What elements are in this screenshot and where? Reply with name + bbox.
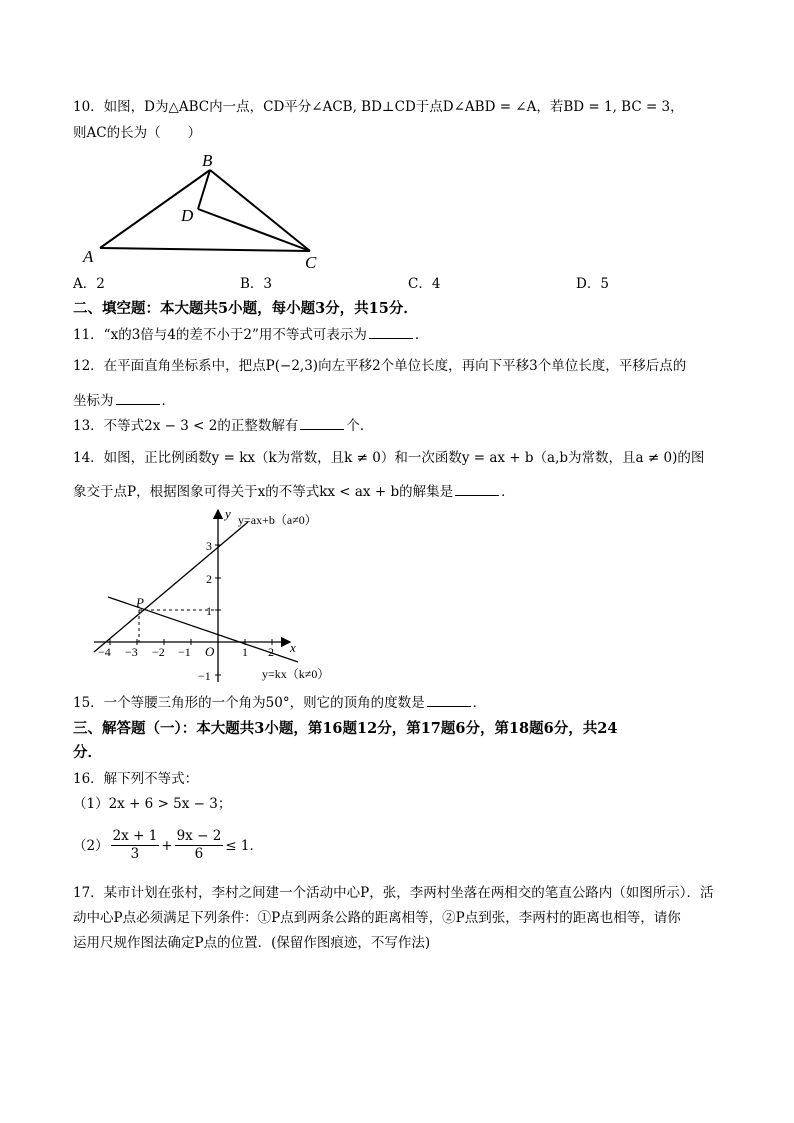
fraction-2-numerator: 9x − 2 [176,828,222,844]
y-tick-3: 3 [206,539,212,553]
segment-bd [198,170,210,209]
y-tick-neg1: −1 [198,669,211,683]
fraction-1-denominator: 3 [130,846,140,862]
side-bc [210,170,310,251]
q12-line1: 12．在平面直角坐标系中，把点P(−2,3)向左平移2个单位长度，再向下平移3个单位长度，平移后点的 [73,358,687,374]
x-axis-label: x [290,640,296,655]
q14-answer-blank[interactable] [455,483,499,496]
q15-line [73,694,486,712]
fraction-2 [175,828,224,863]
linear-functions-graph [88,504,358,688]
q12-text: 坐标为 [73,393,114,409]
q14-tail: ． [501,484,515,500]
q12-answer-blank[interactable] [116,392,160,405]
q11-text: 11．“x的3倍与4的差不小于2”用不等式可表示为 [73,327,367,343]
line-ax-plus-b [94,522,248,652]
q10-option-a[interactable]: A．2 [73,276,105,292]
y-axis-label: y [225,506,231,521]
vertex-label-a: A [83,247,94,266]
q17-line1: 17．某市计划在张村，李村之间建一个活动中心P，张，李两村坐落在两相交的笔直公路内（如图所示）．活 [73,885,714,901]
x-tick-neg2: −2 [152,645,165,659]
q14-line1: 14．如图，正比例函数y = kx（k为常数，且k ≠ 0）和一次函数y = ax + b（a,b为常数，且a ≠ 0)的图 [73,450,705,466]
vertex-label-c: C [305,253,317,272]
q11-tail: ． [414,327,429,343]
q17-line3: 运用尺规作图法确定P点的位置．(保留作图痕迹，不写作法) [73,935,431,951]
q15-answer-blank[interactable] [427,694,471,707]
q10-option-d[interactable]: D．5 [576,276,609,292]
q13-text: 13．不等式2x − 3 < 2的正整数解有 [73,418,299,434]
section3-heading-line1: 三、解答题（一）：本大题共3小题，第16题12分，第17题6分，第18题6分，共24 [73,720,618,737]
fraction-1 [111,828,160,863]
q16-part2-prefix: （2） [73,837,109,854]
fraction-1-numerator: 2x + 1 [112,828,158,844]
y-tick-1: 1 [206,604,212,618]
q16-part2-tail: ≤ 1． [225,837,263,854]
q13-line [73,417,373,435]
x-tick-neg1: −1 [178,645,191,659]
q14-text: 象交于点P，根据图象可得关于x的不等式kx < ax + b的解集是 [73,484,454,500]
fraction-2-denominator: 6 [194,846,204,862]
line-ax-plus-b-label: y=ax+b（a≠0） [238,513,317,527]
q11-line [73,326,428,344]
side-ab [100,170,210,248]
x-tick-neg3: −3 [125,645,138,659]
line-kx-label: y=kx（k≠0） [262,667,330,681]
q10-stem-line1: 10．如图，D为△ABC内一点，CD平分∠ACB, BD⊥CD于点D∠ABD = ∠A，若BD = 1, BC = 3， [73,99,684,115]
q15-tail: ． [472,695,487,711]
q14-line2 [73,483,515,501]
origin-label: O [205,644,215,659]
segment-dc [198,209,310,251]
q11-answer-blank[interactable] [369,326,413,339]
q13-tail: 个． [346,418,374,434]
q16-stem: 16．解下列不等式： [73,771,199,787]
plus-sign: + [161,837,173,854]
side-ac [100,248,310,251]
vertex-label-d: D [181,206,194,225]
q15-text: 15．一个等腰三角形的一个角为50°，则它的顶角的度数是 [73,695,425,711]
triangle-figure [80,148,330,272]
y-tick-2: 2 [206,572,212,586]
q12-tail: ． [161,393,175,409]
x-tick-1: 1 [242,645,248,659]
section2-heading: 二、填空题：本大题共5小题，每小题3分，共15分． [73,300,418,317]
x-tick-2: 2 [268,645,274,659]
q13-answer-blank[interactable] [300,417,344,430]
q10-stem-line2: 则AC的长为（ ） [73,125,202,141]
q12-line2 [73,392,175,410]
point-p-label: P [136,595,144,610]
section3-heading-line2: 分． [73,744,102,761]
vertex-label-b: B [202,151,213,170]
x-tick-neg4: −4 [98,645,111,659]
q17-line2: 动中心P点必须满足下列条件：①P点到两条公路的距离相等，②P点到张，李两村的距离也相等，请你 [73,910,681,926]
q10-option-b[interactable]: B．3 [240,276,273,292]
q16-part1: （1）2x + 6 > 5x − 3； [73,796,232,812]
q16-part2 [73,828,263,863]
q10-option-c[interactable]: C．4 [408,276,441,292]
